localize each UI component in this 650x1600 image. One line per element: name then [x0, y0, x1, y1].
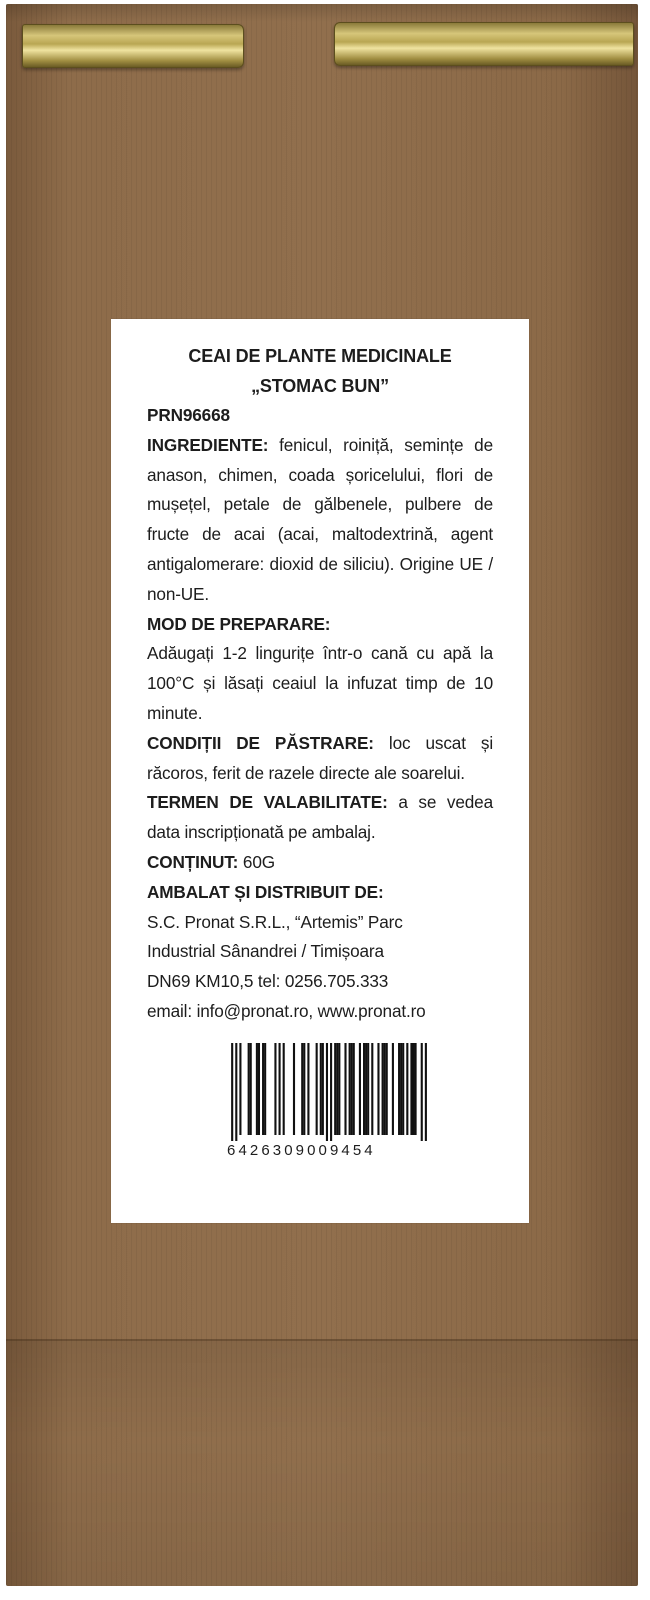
storage-text: loc uscat și răcoros, ferit de razele directe ale soarelui. — [147, 732, 493, 783]
barcode-bar — [262, 1043, 264, 1135]
barcode-bar — [248, 1043, 250, 1135]
barcode-bar — [410, 1043, 412, 1135]
barcode-bar — [279, 1043, 281, 1135]
barcode-bar — [365, 1043, 367, 1135]
barcode-bar — [336, 1043, 338, 1135]
barcode-bar — [307, 1043, 309, 1135]
packer-line-3: DN69 KM10,5 tel: 0256.705.333 — [147, 971, 389, 992]
barcode-bar — [301, 1043, 303, 1135]
barcode-bar — [349, 1043, 351, 1135]
bag-bottom-fold — [6, 1339, 638, 1586]
packer-heading: AMBALAT ȘI DISTRIBUIT DE: — [147, 881, 384, 902]
barcode-bar — [258, 1043, 260, 1135]
shelf-life-text: a se vedea data inscripționată pe ambalaj. — [147, 792, 494, 843]
product-label — [111, 319, 529, 1223]
ingredients-section — [147, 431, 493, 610]
barcode-number: 6426309009454 — [227, 1141, 376, 1159]
barcode-bar — [402, 1043, 404, 1135]
storage-section — [147, 729, 493, 789]
barcode-bar — [344, 1043, 346, 1135]
barcode-bar — [415, 1043, 417, 1135]
barcode-bar — [231, 1043, 233, 1141]
barcode-bar — [400, 1043, 402, 1135]
ingredients-heading: INGREDIENTE: — [147, 434, 269, 455]
barcode-bar — [384, 1043, 386, 1135]
barcode-bar — [293, 1043, 295, 1135]
barcode-bar — [283, 1043, 285, 1135]
barcode-bar — [256, 1043, 258, 1135]
ingredients-text: fenicul, roiniță, semințe de anason, chimen, coada șoricelului, flori de mușețel, petale de gălbenele, pulbere de fructe de acai (acai, maltodextrină, agent antigalomerare: dioxid de siliciu). Origine UE / non-UE. — [147, 434, 493, 604]
shelf-life-heading: TERMEN DE VALABILITATE: — [147, 792, 388, 813]
barcode-bar — [382, 1043, 384, 1135]
bag-top-fold — [6, 4, 638, 22]
title-line-1: CEAI DE PLANTE MEDICINALE — [188, 346, 452, 366]
barcode-bar — [371, 1043, 373, 1135]
barcode-bar — [398, 1043, 400, 1135]
packer-line-2: Industrial Sânandrei / Timișoara — [147, 941, 384, 962]
barcode-bar — [334, 1043, 336, 1135]
barcode-bar — [338, 1043, 340, 1135]
barcode-bar — [320, 1043, 322, 1135]
barcode-bar — [363, 1043, 365, 1135]
barcode-bars — [227, 1043, 431, 1141]
preparation-text: Adăugați 1-2 lingurițe într-o cană cu apă la 100°C și lăsați ceaiul la infuzat timp de 10 minute. — [147, 643, 493, 723]
preparation-heading: MOD DE PREPARARE: — [147, 613, 331, 634]
content-heading: CONȚINUT: — [147, 851, 239, 872]
barcode-bar — [386, 1043, 388, 1135]
barcode-bar — [235, 1043, 237, 1141]
barcode-bar — [367, 1043, 369, 1135]
barcode-bar — [264, 1043, 266, 1135]
barcode-bar — [353, 1043, 355, 1135]
barcode-bar — [330, 1043, 332, 1141]
barcode-bar — [316, 1043, 318, 1135]
barcode-bar — [250, 1043, 252, 1135]
title-line-2: „STOMAC BUN” — [251, 376, 389, 396]
content-section — [147, 848, 493, 878]
gold-tin-tie-right — [334, 22, 634, 66]
barcode-bar — [326, 1043, 328, 1141]
shelf-life-section — [147, 788, 493, 848]
gold-tin-tie-left — [22, 24, 244, 68]
barcode-bar — [412, 1043, 414, 1135]
packer-line-4: email: info@pronat.ro, www.pronat.ro — [147, 1000, 426, 1021]
barcode-bar — [303, 1043, 305, 1135]
barcode-bar — [351, 1043, 353, 1135]
barcode-bar — [421, 1043, 423, 1141]
barcode-bar — [239, 1043, 241, 1135]
barcode-bar — [377, 1043, 379, 1135]
content-text: 60G — [242, 851, 275, 872]
barcode-bar — [274, 1043, 276, 1135]
product-code: PRN96668 — [147, 405, 230, 425]
barcode-bar — [425, 1043, 427, 1141]
barcode — [227, 1043, 431, 1160]
barcode-bar — [392, 1043, 394, 1135]
storage-heading: CONDIȚII DE PĂSTRARE: — [147, 732, 374, 753]
barcode-bar — [322, 1043, 324, 1135]
barcode-bar — [406, 1043, 408, 1135]
label-title — [147, 341, 493, 401]
packer-line-1: S.C. Pronat S.R.L., “Artemis” Parc — [147, 911, 403, 932]
barcode-bar — [359, 1043, 361, 1135]
